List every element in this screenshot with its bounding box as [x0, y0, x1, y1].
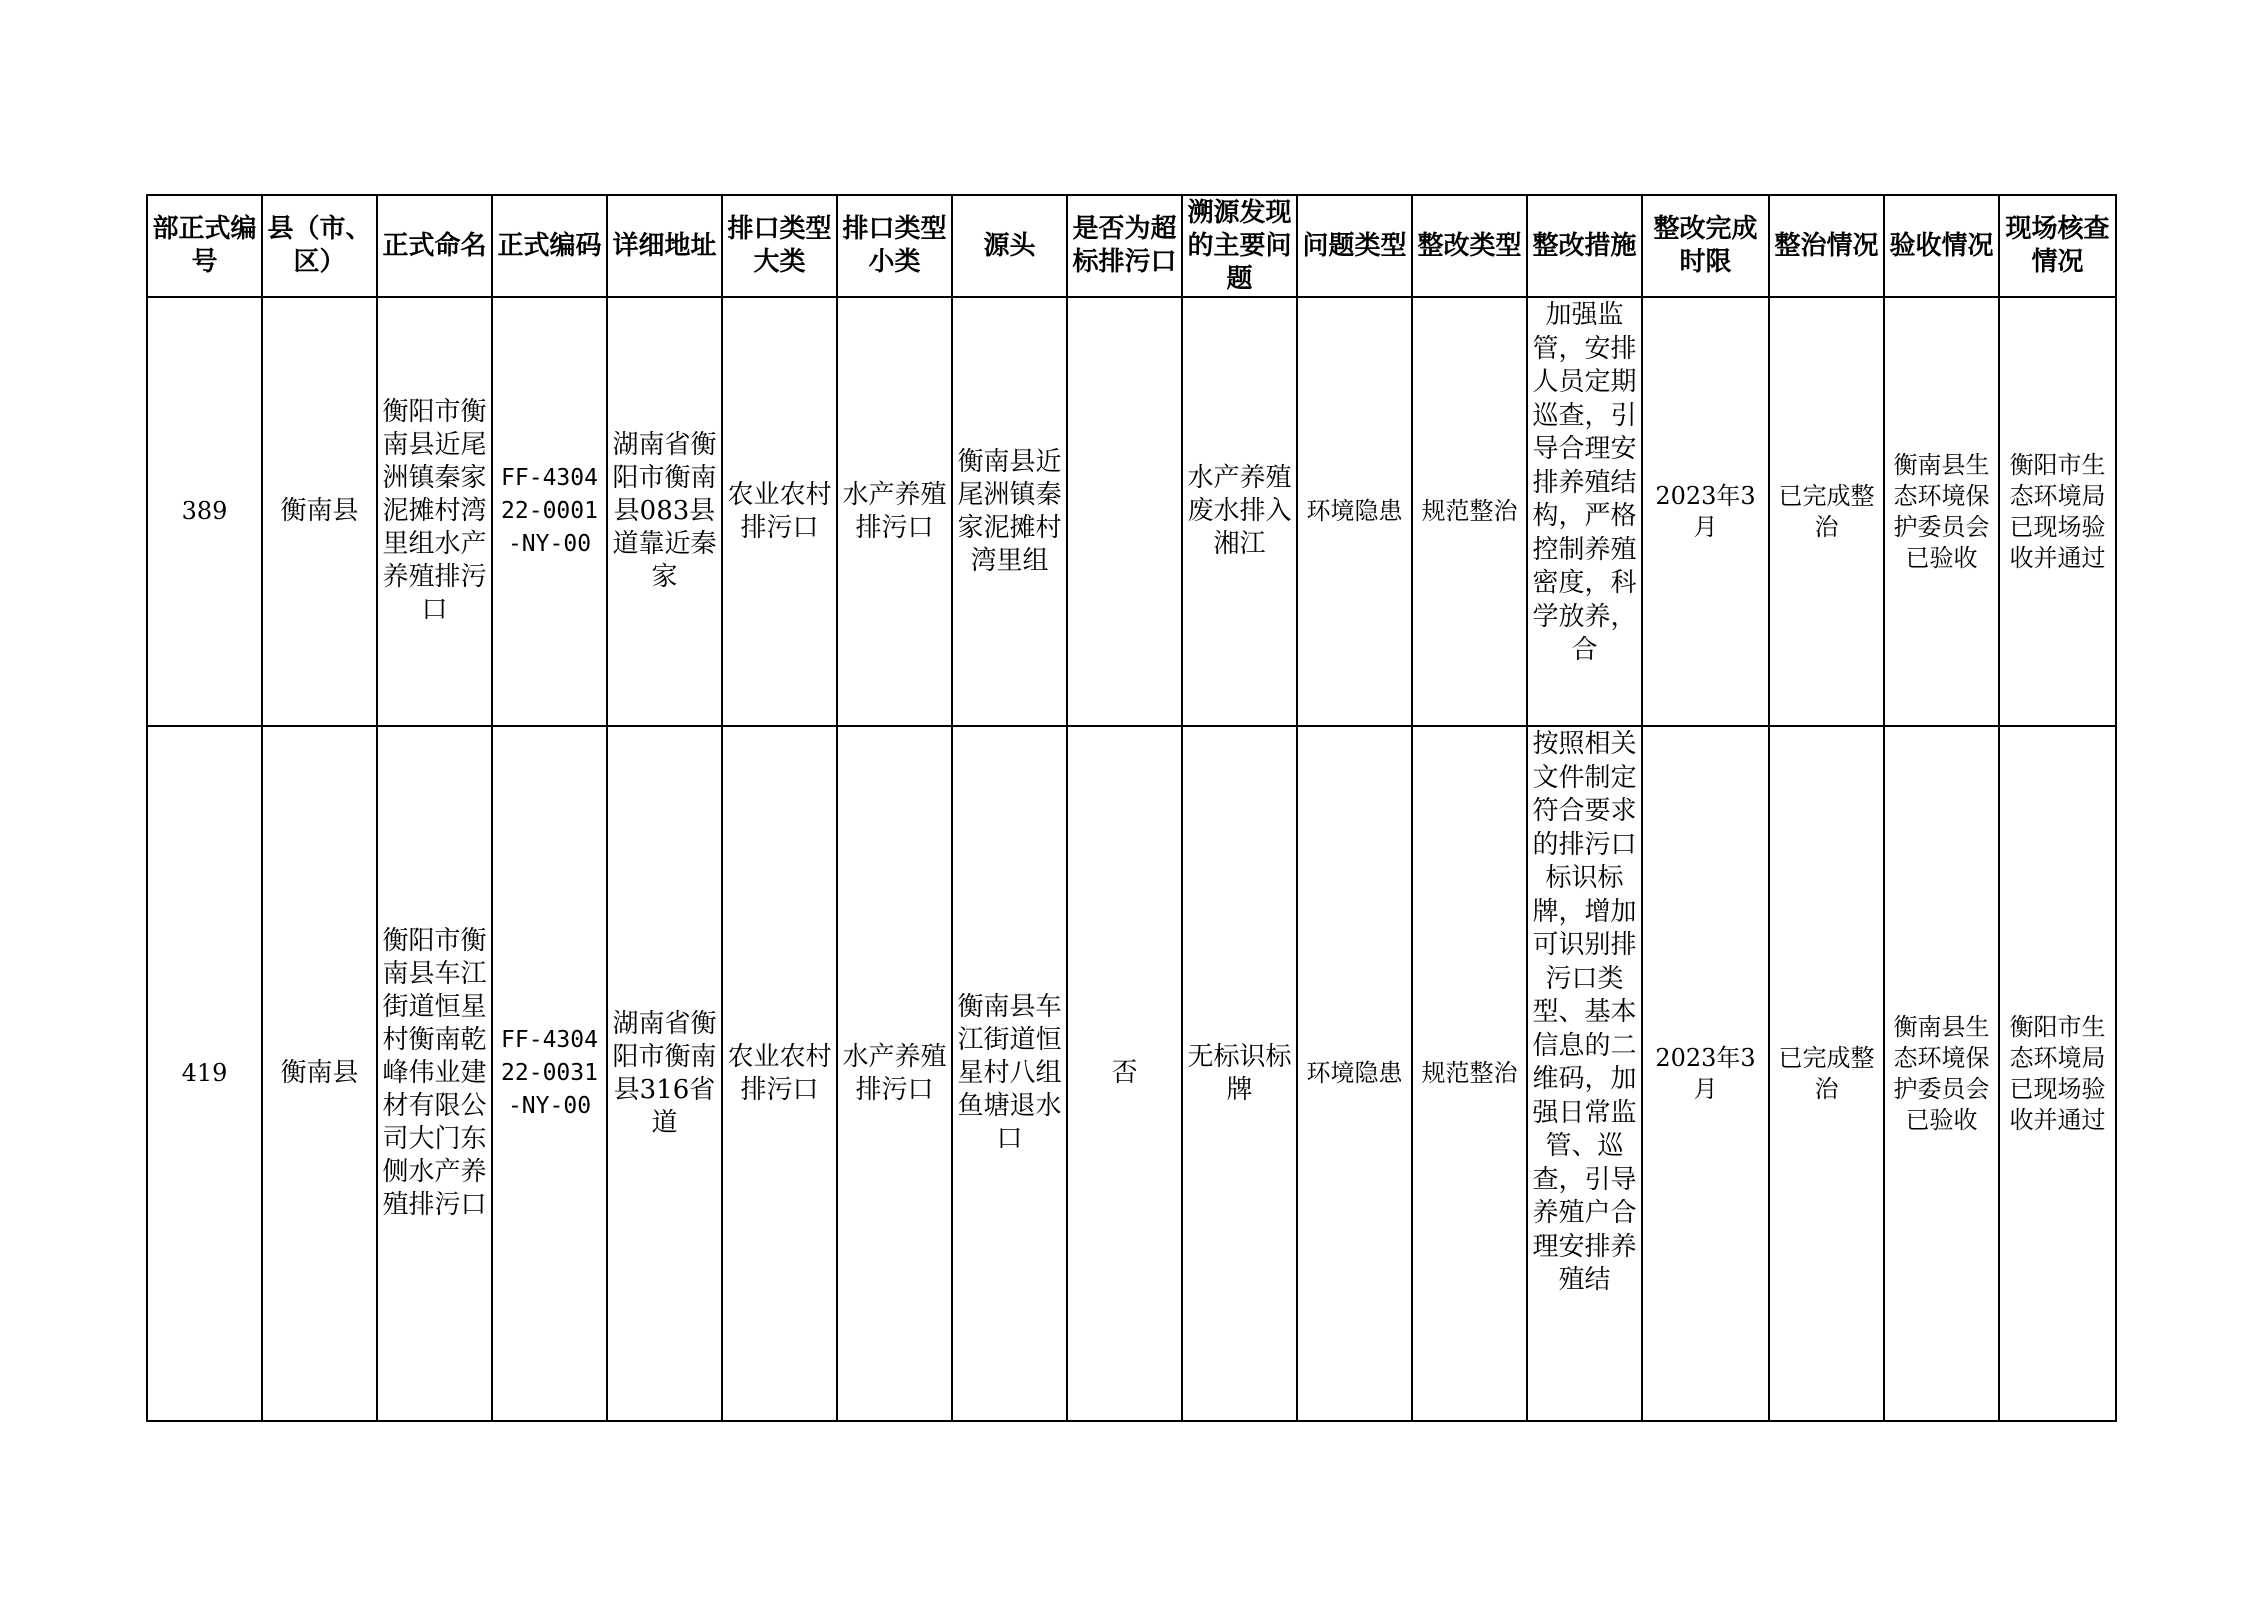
measures-text: 按照相关文件制定符合要求的排污口标识标牌，增加可识别排污口类型、基本信息的二维码，加强日常监管、巡查，引导养殖户合理安排养殖结 — [1532, 729, 1637, 1295]
cell-site-check: 衡阳市生态环境局已现场验收并通过 — [1999, 726, 2116, 1421]
cell-acceptance: 衡南县生态环境保护委员会已验收 — [1884, 726, 1999, 1421]
table-header-row — [147, 195, 2116, 297]
header-cell: 问题类型 — [1297, 195, 1412, 297]
cell-acceptance: 衡南县生态环境保护委员会已验收 — [1884, 297, 1999, 726]
header-cell: 排口类型小类 — [837, 195, 952, 297]
cell-county: 衡南县 — [262, 297, 377, 726]
cell-type-minor: 水产养殖排污口 — [837, 726, 952, 1421]
cell-address: 湖南省衡阳市衡南县316省道 — [607, 726, 722, 1421]
header-cell: 正式编码 — [492, 195, 607, 297]
header-cell: 验收情况 — [1884, 195, 1999, 297]
table-row — [147, 297, 2116, 726]
cell-main-problem: 水产养殖废水排入湘江 — [1182, 297, 1297, 726]
cell-rectify-type: 规范整治 — [1412, 726, 1527, 1421]
cell-problem-type: 环境隐患 — [1297, 726, 1412, 1421]
cell-deadline: 2023年3月 — [1642, 297, 1769, 726]
cell-county: 衡南县 — [262, 726, 377, 1421]
cell-problem-type: 环境隐患 — [1297, 297, 1412, 726]
cell-status: 已完成整治 — [1769, 726, 1884, 1421]
measures-text: 加强监管，安排人员定期巡查，引导合理安排养殖结构，严格控制养殖密度，科学放养，合 — [1532, 300, 1637, 665]
header-cell: 正式命名 — [377, 195, 492, 297]
header-cell: 整改措施 — [1527, 195, 1642, 297]
header-cell: 是否为超标排污口 — [1067, 195, 1182, 297]
cell-type-major: 农业农村排污口 — [722, 726, 837, 1421]
header-cell: 源头 — [952, 195, 1067, 297]
cell-measures — [1527, 726, 1642, 1421]
header-cell: 溯源发现的主要问题 — [1182, 195, 1297, 297]
cell-id: 389 — [147, 297, 262, 726]
cell-type-minor: 水产养殖排污口 — [837, 297, 952, 726]
cell-over-standard — [1067, 297, 1182, 726]
rectification-table — [146, 194, 2117, 1422]
cell-code: FF-430422-0031-NY-00 — [492, 726, 607, 1421]
header-cell: 整改类型 — [1412, 195, 1527, 297]
header-cell: 排口类型大类 — [722, 195, 837, 297]
table-row — [147, 726, 2116, 1421]
cell-over-standard: 否 — [1067, 726, 1182, 1421]
cell-name: 衡阳市衡南县近尾洲镇秦家泥摊村湾里组水产养殖排污口 — [377, 297, 492, 726]
cell-main-problem: 无标识标牌 — [1182, 726, 1297, 1421]
cell-deadline: 2023年3月 — [1642, 726, 1769, 1421]
cell-site-check: 衡阳市生态环境局已现场验收并通过 — [1999, 297, 2116, 726]
cell-rectify-type: 规范整治 — [1412, 297, 1527, 726]
header-cell: 详细地址 — [607, 195, 722, 297]
cell-name: 衡阳市衡南县车江街道恒星村衡南乾峰伟业建材有限公司大门东侧水产养殖排污口 — [377, 726, 492, 1421]
header-cell: 整改完成时限 — [1642, 195, 1769, 297]
cell-status: 已完成整治 — [1769, 297, 1884, 726]
header-cell: 现场核查情况 — [1999, 195, 2116, 297]
cell-address: 湖南省衡阳市衡南县083县道靠近秦家 — [607, 297, 722, 726]
cell-code: FF-430422-0001-NY-00 — [492, 297, 607, 726]
header-cell: 县（市、区） — [262, 195, 377, 297]
cell-id: 419 — [147, 726, 262, 1421]
cell-source: 衡南县车江街道恒星村八组鱼塘退水口 — [952, 726, 1067, 1421]
cell-source: 衡南县近尾洲镇秦家泥摊村湾里组 — [952, 297, 1067, 726]
cell-measures — [1527, 297, 1642, 726]
header-cell: 部正式编号 — [147, 195, 262, 297]
header-cell: 整治情况 — [1769, 195, 1884, 297]
cell-type-major: 农业农村排污口 — [722, 297, 837, 726]
